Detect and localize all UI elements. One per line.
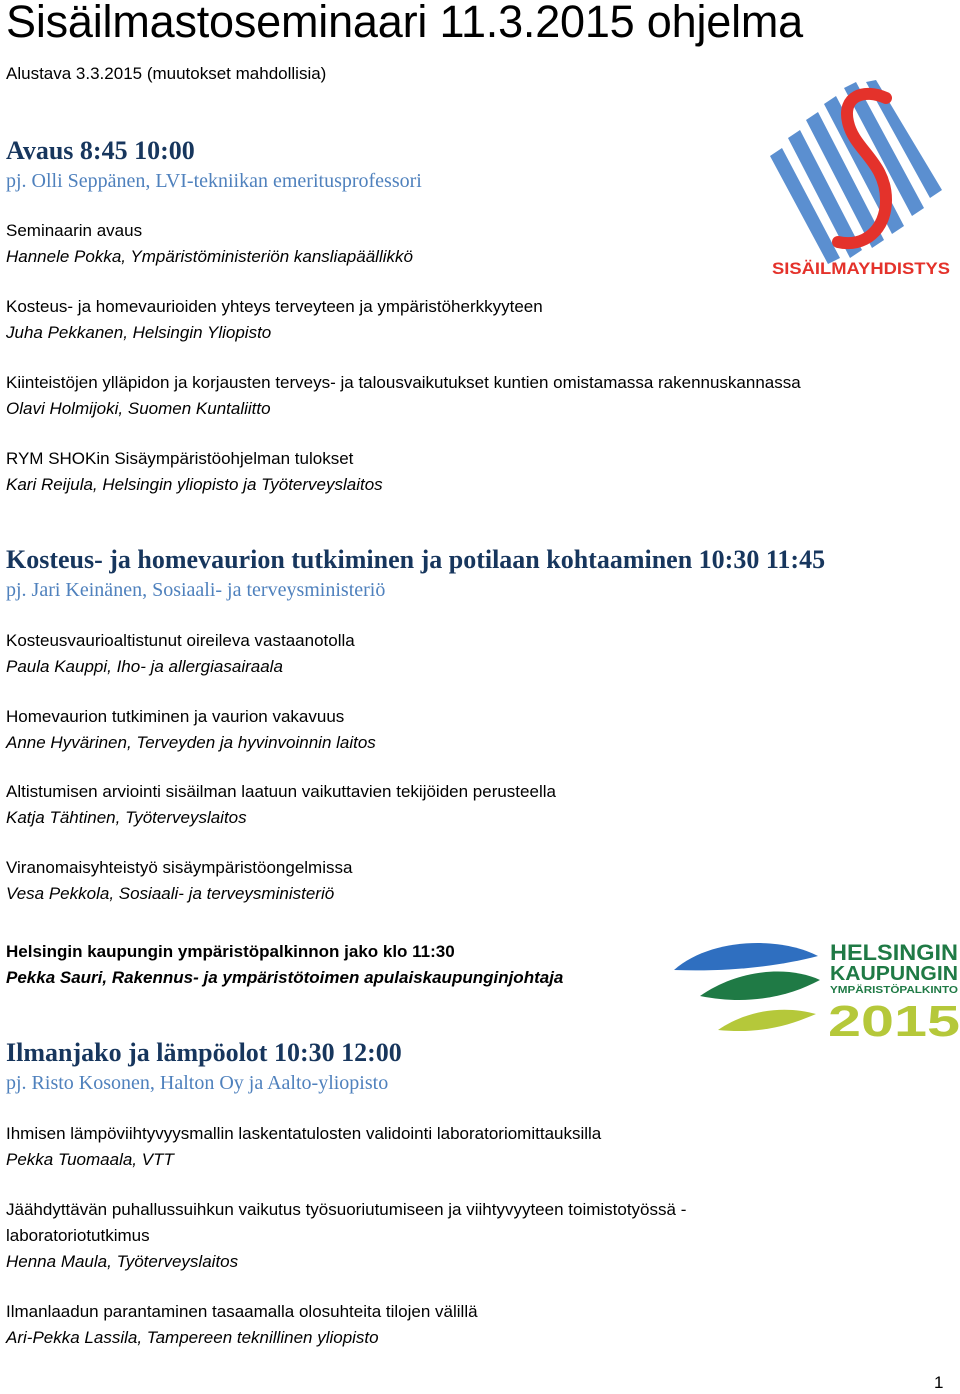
section-chair-opening: pj. Olli Seppänen, LVI-tekniikan emeritusprofessori	[6, 170, 422, 192]
talk-title: Kosteusvaurioaltistunut oireileva vastaanotolla	[6, 631, 355, 650]
talk-speaker: Paula Kauppi, Iho- ja allergiasairaala	[6, 657, 283, 676]
talk-item	[6, 446, 826, 498]
logo-line-award: YMPÄRISTÖPALKINTO	[830, 985, 940, 996]
sisailmayhdistys-logo	[768, 80, 954, 280]
page-number: 1	[934, 1373, 944, 1392]
talk-item	[6, 628, 826, 680]
talk-title: Kosteus- ja homevaurioiden yhteys terveyteen ja ympäristöherkkyyteen	[6, 297, 543, 316]
talk-item	[6, 855, 826, 907]
talk-speaker: Juha Pekkanen, Helsingin Yliopisto	[6, 323, 272, 342]
talk-title: Seminaarin avaus	[6, 221, 143, 240]
talk-item	[6, 218, 826, 270]
logo-leaf-blue	[674, 943, 818, 970]
talk-title: Viranomaisyhteistyö sisäympäristöongelmissa	[6, 858, 353, 877]
logo-leaf-yellow	[718, 1010, 816, 1031]
award-title: Helsingin kaupungin ympäristöpalkinnon jako klo 11:30	[6, 942, 455, 961]
section-chair-air-distribution: pj. Risto Kosonen, Halton Oy ja Aalto-yliopisto	[6, 1072, 389, 1094]
page-title: Sisäilmastoseminaari 11.3.2015 ohjelma	[6, 0, 803, 47]
logo-wordmark: SISÄILMAYHDISTYS	[772, 259, 950, 278]
talk-title-continued: laboratoriotutkimus	[6, 1226, 150, 1245]
talk-speaker: Ari-Pekka Lassila, Tampereen teknillinen yliopisto	[6, 1328, 379, 1347]
section-heading-air-distribution: Ilmanjako ja lämpöolot 10:30 12:00	[6, 1038, 402, 1067]
talk-speaker: Henna Maula, Työterveyslaitos	[6, 1252, 239, 1271]
talk-title: Ihmisen lämpöviihtyvyysmallin laskentatulosten validointi laboratoriomittauksilla	[6, 1124, 602, 1143]
section-chair-moisture: pj. Jari Keinänen, Sosiaali- ja terveysministeriö	[6, 579, 386, 601]
talk-item	[6, 1121, 826, 1173]
logo-year: 2015	[828, 997, 960, 1040]
talk-title: Kiinteistöjen ylläpidon ja korjausten terveys- ja talousvaikutukset kuntien omistamassa rakennuskannassa	[6, 373, 801, 392]
section-heading-moisture: Kosteus- ja homevaurion tutkiminen ja potilaan kohtaaminen 10:30 11:45	[6, 545, 826, 574]
talk-speaker: Kari Reijula, Helsingin yliopisto ja Työterveyslaitos	[6, 475, 383, 494]
award-speaker: Pekka Sauri, Rakennus- ja ympäristötoimen apulaiskaupunginjohtaja	[6, 968, 564, 987]
talk-title: Homevaurion tutkiminen ja vaurion vakavuus	[6, 707, 345, 726]
talk-title: Ilmanlaadun parantaminen tasaamalla olosuhteita tilojen välillä	[6, 1302, 478, 1321]
talk-item	[6, 1299, 826, 1351]
talk-title: RYM SHOKin Sisäympäristöohjelman tulokset	[6, 449, 354, 468]
helsinki-award-logo	[670, 936, 960, 1040]
page-subtitle: Alustava 3.3.2015 (muutokset mahdollisia)	[6, 64, 327, 83]
talk-item	[6, 1197, 826, 1275]
talk-title: Altistumisen arviointi sisäilman laatuun vaikuttavien tekijöiden perusteella	[6, 782, 556, 801]
logo-leaf-green	[700, 972, 820, 1000]
talk-speaker: Olavi Holmijoki, Suomen Kuntaliitto	[6, 399, 271, 418]
talk-item	[6, 294, 826, 346]
talk-speaker: Vesa Pekkola, Sosiaali- ja terveysministeriö	[6, 884, 335, 903]
talk-speaker: Anne Hyvärinen, Terveyden ja hyvinvoinnin laitos	[6, 733, 376, 752]
talk-speaker: Katja Tähtinen, Työterveyslaitos	[6, 808, 247, 827]
section-heading-opening: Avaus 8:45 10:00	[6, 136, 195, 165]
talk-title: Jäähdyttävän puhallussuihkun vaikutus työsuoriutumiseen ja viihtyvyyteen toimistotyössä -	[6, 1200, 687, 1219]
talk-speaker: Hannele Pokka, Ympäristöministeriön kansliapäällikkö	[6, 247, 413, 266]
talk-item	[6, 370, 826, 422]
logo-line-helsingin: HELSINGIN	[830, 940, 958, 965]
talk-speaker: Pekka Tuomaala, VTT	[6, 1150, 174, 1169]
talk-item	[6, 779, 826, 831]
logo-line-kaupungin: KAUPUNGIN	[830, 963, 958, 985]
talk-item	[6, 704, 826, 756]
